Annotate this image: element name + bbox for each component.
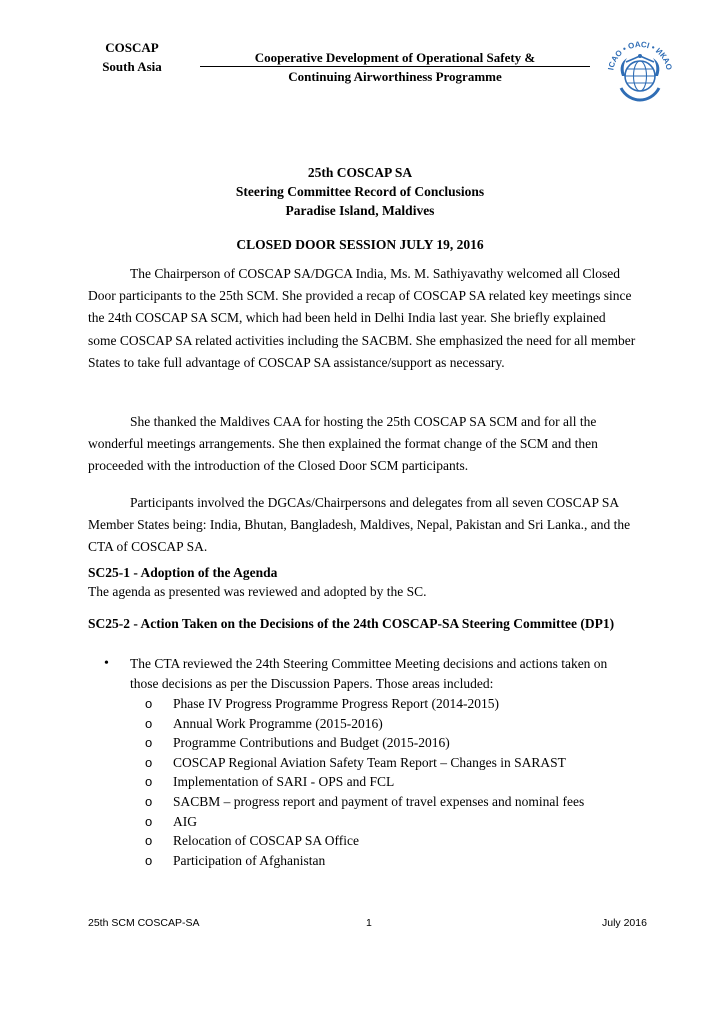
- icao-logo-icon: [605, 38, 675, 108]
- list-item: o Annual Work Programme (2015-2016): [145, 714, 584, 734]
- org-name: [92, 38, 172, 76]
- title-line1: 25th COSCAP SA: [307, 165, 413, 180]
- title-line3: Paradise Island, Maldives: [285, 203, 435, 218]
- footer-right: July 2016: [602, 917, 647, 929]
- header-rule: [200, 66, 590, 67]
- org-name-line2: South Asia: [102, 59, 162, 74]
- list-item: o AIG: [145, 812, 584, 832]
- list-item: o Relocation of COSCAP SA Office: [145, 831, 584, 851]
- list-item: o Participation of Afghanistan: [145, 851, 584, 871]
- section-heading-sc25-1: SC25-1 - Adoption of the Agenda: [88, 565, 278, 580]
- circle-bullet-icon: o: [145, 793, 153, 809]
- list-item: o Phase IV Progress Programme Progress Report (2014-2015): [145, 694, 584, 714]
- list-item: o Implementation of SARI - OPS and FCL: [145, 772, 584, 792]
- bullet-text: The CTA reviewed the 24th Steering Committee Meeting decisions and actions taken on those decisions as per the Discussion Papers. Those areas included:: [130, 656, 608, 691]
- circle-bullet-icon: o: [145, 852, 153, 868]
- logo-ring-text: ICAO • OACI • ИКАО: [606, 39, 674, 71]
- footer-left: 25th SCM COSCAP-SA: [88, 917, 200, 929]
- sub-item-list: [145, 694, 584, 870]
- paragraph-thanks: She thanked the Maldives CAA for hosting the 25th COSCAP SA SCM and for all the wonderful meetings arrangements. She then explained the format change of the SCM and then proceeded with the introduction of the Closed Door SCM participants.: [88, 414, 598, 474]
- circle-bullet-icon: o: [145, 813, 153, 829]
- circle-bullet-icon: o: [145, 735, 153, 751]
- circle-bullet-icon: o: [145, 833, 153, 849]
- programme-title-line2: Continuing Airworthiness Programme: [288, 69, 502, 84]
- programme-title: [200, 48, 590, 86]
- programme-title-line1: Cooperative Development of Operational Safety &: [254, 50, 536, 65]
- session-heading: CLOSED DOOR SESSION JULY 19, 2016: [236, 237, 484, 252]
- paragraph-welcome: The Chairperson of COSCAP SA/DGCA India, Ms. M. Sathiyavathy welcomed all Closed Door participants to the 25th SCM. She provided a recap of COSCAP SA related key meetings since the 24th COSCAP SA SCM, which had been held in Delhi India last year. She briefly explained some COSCAP SA related activities including the SACBM. She emphasized the need for all member States to take full advantage of COSCAP SA assistance/support as necessary.: [88, 266, 636, 370]
- title-line2: Steering Committee Record of Conclusions: [235, 184, 485, 199]
- section-heading-sc25-2: SC25-2 - Action Taken on the Decisions of the 24th COSCAP-SA Steering Committee (DP1): [88, 616, 615, 631]
- org-name-line1: COSCAP: [105, 40, 159, 55]
- page-number: 1: [366, 917, 372, 929]
- list-item: o COSCAP Regional Aviation Safety Team Report – Changes in SARAST: [145, 753, 584, 773]
- circle-bullet-icon: o: [145, 774, 153, 790]
- circle-bullet-icon: o: [145, 696, 153, 711]
- document-title: [0, 163, 720, 220]
- list-item: o SACBM – progress report and payment of travel expenses and nominal fees: [145, 792, 584, 812]
- list-item: o Programme Contributions and Budget (2015-2016): [145, 733, 584, 753]
- paragraph-participants: Participants involved the DGCAs/Chairpersons and delegates from all seven COSCAP SA Member States being: India, Bhutan, Bangladesh, Maldives, Nepal, Pakistan and Sri Lanka., and the CTA of COSCAP SA.: [88, 495, 631, 555]
- section-text-sc25-1: The agenda as presented was reviewed and adopted by the SC.: [88, 584, 427, 599]
- circle-bullet-icon: o: [145, 754, 153, 770]
- circle-bullet-icon: o: [145, 715, 153, 731]
- bullet-dot-icon: •: [104, 656, 109, 671]
